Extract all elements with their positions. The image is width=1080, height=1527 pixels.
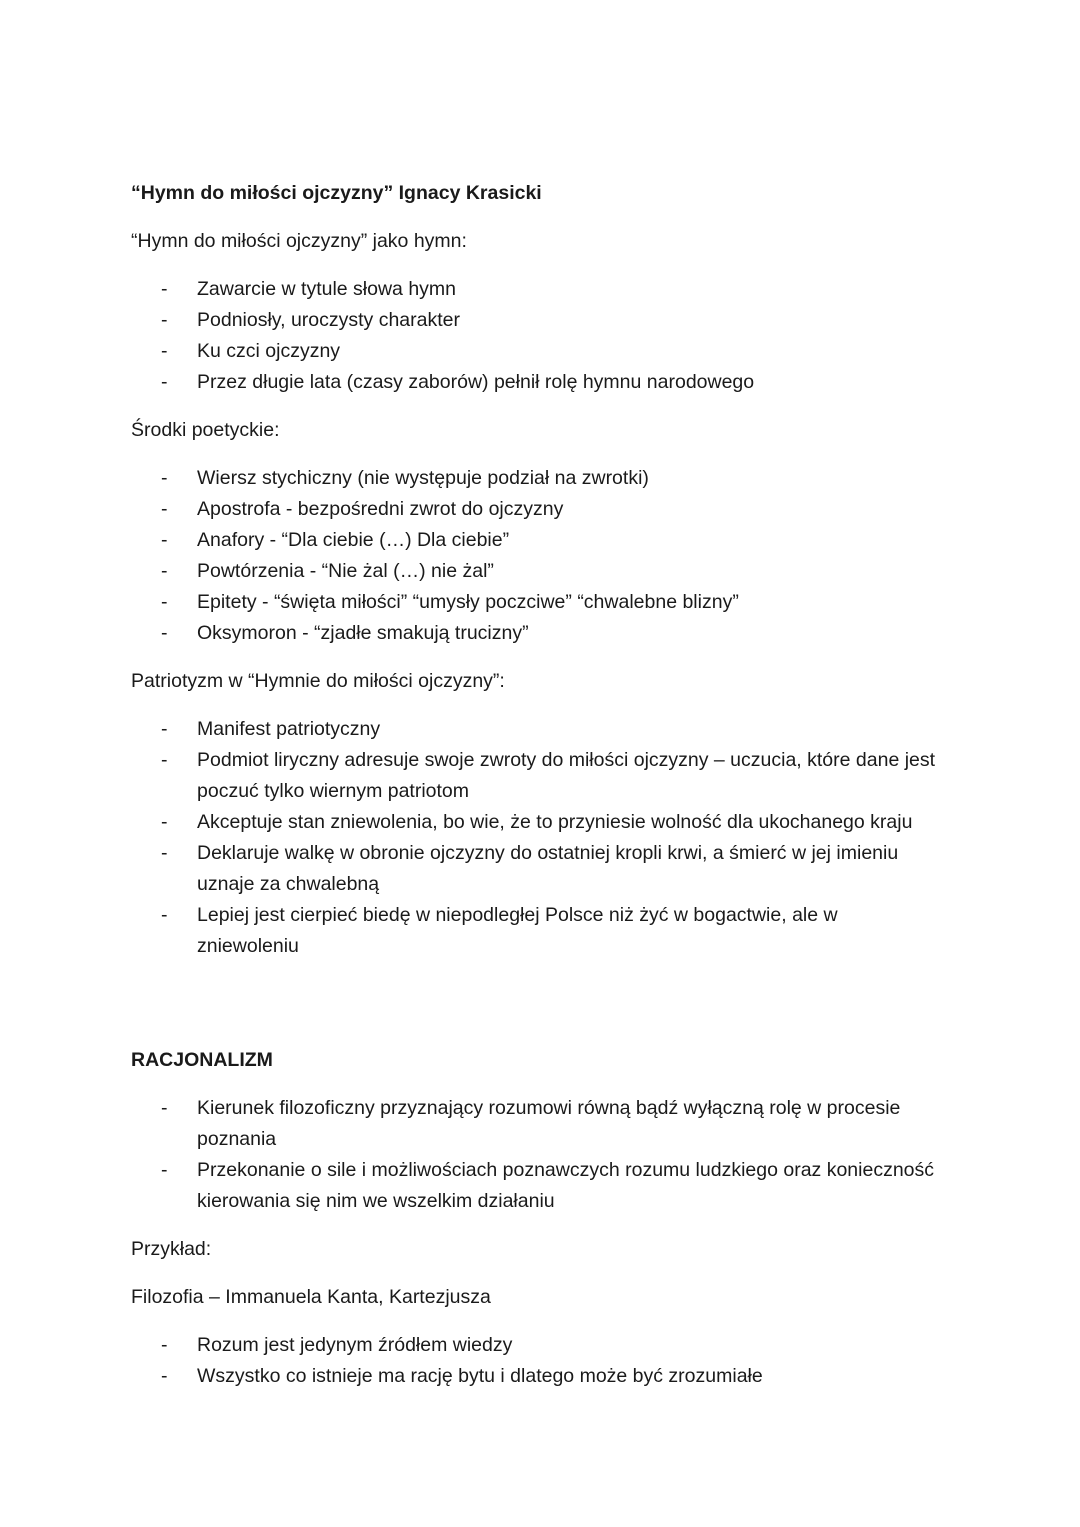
list-item-text: Kierunek filozoficzny przyznający rozumowi równą bądź wyłączną rolę w procesie poznania bbox=[197, 1097, 901, 1150]
document-content bbox=[131, 178, 960, 1392]
bullet-dash: - bbox=[161, 811, 168, 833]
bullet-dash: - bbox=[161, 529, 168, 551]
bullet-dash: - bbox=[161, 467, 168, 489]
list-item-text: Akceptuje stan zniewolenia, bo wie, że to przyniesie wolność dla ukochanego kraju bbox=[197, 811, 913, 833]
blank-line bbox=[131, 979, 960, 1045]
bullet-list bbox=[131, 1330, 960, 1392]
bullet-dash: - bbox=[161, 718, 168, 740]
list-item-text: Przekonanie o sile i możliwościach poznawczych rozumu ludzkiego oraz konieczność kierowania się nim we wszelkim działaniu bbox=[197, 1159, 935, 1212]
list-item-text: Wszystko co istnieje ma rację bytu i dlatego może być zrozumiałe bbox=[197, 1365, 763, 1387]
bullet-dash: - bbox=[161, 842, 168, 864]
list-item bbox=[131, 305, 942, 336]
list-item bbox=[131, 714, 942, 745]
bullet-dash: - bbox=[161, 309, 168, 331]
paragraph: “Hymn do miłości ojczyzny” jako hymn: bbox=[131, 230, 467, 252]
list-item bbox=[131, 1093, 942, 1155]
bullet-dash: - bbox=[161, 591, 168, 613]
list-item-text: Manifest patriotyczny bbox=[197, 718, 381, 740]
list-item-text: Zawarcie w tytule słowa hymn bbox=[197, 278, 457, 300]
list-item bbox=[131, 336, 942, 367]
bullet-dash: - bbox=[161, 749, 168, 771]
list-item-text: Podniosły, uroczysty charakter bbox=[197, 309, 460, 331]
bullet-list bbox=[131, 1093, 960, 1217]
list-item-text: Przez długie lata (czasy zaborów) pełnił rolę hymnu narodowego bbox=[197, 371, 755, 393]
list-item-text: Apostrofa - bezpośredni zwrot do ojczyzny bbox=[197, 498, 564, 520]
bullet-dash: - bbox=[161, 278, 168, 300]
bullet-list bbox=[131, 463, 960, 649]
list-item bbox=[131, 274, 942, 305]
paragraph: Środki poetyckie: bbox=[131, 419, 280, 441]
bullet-dash: - bbox=[161, 1365, 168, 1387]
list-item bbox=[131, 587, 942, 618]
list-item-text: Deklaruje walkę w obronie ojczyzny do ostatniej kropli krwi, a śmierć w jej imieniu uznaje za chwalebną bbox=[197, 842, 899, 895]
list-item bbox=[131, 1361, 942, 1392]
list-item bbox=[131, 494, 942, 525]
list-item bbox=[131, 525, 942, 556]
paragraph: Patriotyzm w “Hymnie do miłości ojczyzny”: bbox=[131, 670, 505, 692]
list-item bbox=[131, 556, 942, 587]
list-item bbox=[131, 1330, 942, 1361]
paragraph: Filozofia – Immanuela Kanta, Kartezjusza bbox=[131, 1286, 491, 1308]
list-item bbox=[131, 463, 942, 494]
bullet-dash: - bbox=[161, 1159, 168, 1181]
list-item-text: Anafory - “Dla ciebie (…) Dla ciebie” bbox=[197, 529, 510, 551]
bullet-dash: - bbox=[161, 371, 168, 393]
list-item bbox=[131, 745, 942, 807]
list-item-text: Epitety - “święta miłości” “umysły poczciwe” “chwalebne blizny” bbox=[197, 591, 739, 613]
bullet-dash: - bbox=[161, 904, 168, 926]
bullet-dash: - bbox=[161, 498, 168, 520]
bullet-dash: - bbox=[161, 560, 168, 582]
list-item-text: Podmiot liryczny adresuje swoje zwroty do miłości ojczyzny – uczucia, które dane jest poczuć tylko wiernym patriotom bbox=[197, 749, 936, 802]
bullet-dash: - bbox=[161, 1097, 168, 1119]
list-item-text: Lepiej jest cierpieć biedę w niepodległej Polsce niż żyć w bogactwie, ale w zniewoleniu bbox=[197, 904, 838, 957]
list-item-text: Powtórzenia - “Nie żal (…) nie żal” bbox=[197, 560, 494, 582]
list-item bbox=[131, 618, 942, 649]
list-item bbox=[131, 838, 942, 900]
list-item-text: Oksymoron - “zjadłe smakują trucizny” bbox=[197, 622, 529, 644]
list-item-text: Rozum jest jedynym źródłem wiedzy bbox=[197, 1334, 513, 1356]
list-item bbox=[131, 367, 942, 398]
list-item-text: Wiersz stychiczny (nie występuje podział na zwrotki) bbox=[197, 467, 649, 489]
paragraph: Przykład: bbox=[131, 1238, 212, 1260]
list-item bbox=[131, 900, 942, 962]
bullet-dash: - bbox=[161, 622, 168, 644]
bullet-list bbox=[131, 274, 960, 398]
list-item bbox=[131, 807, 942, 838]
bullet-list bbox=[131, 714, 960, 962]
section-heading: “Hymn do miłości ojczyzny” Ignacy Krasicki bbox=[131, 182, 542, 204]
list-item bbox=[131, 1155, 942, 1217]
list-item-text: Ku czci ojczyzny bbox=[197, 340, 341, 362]
bullet-dash: - bbox=[161, 340, 168, 362]
bullet-dash: - bbox=[161, 1334, 168, 1356]
section-heading: RACJONALIZM bbox=[131, 1049, 273, 1071]
